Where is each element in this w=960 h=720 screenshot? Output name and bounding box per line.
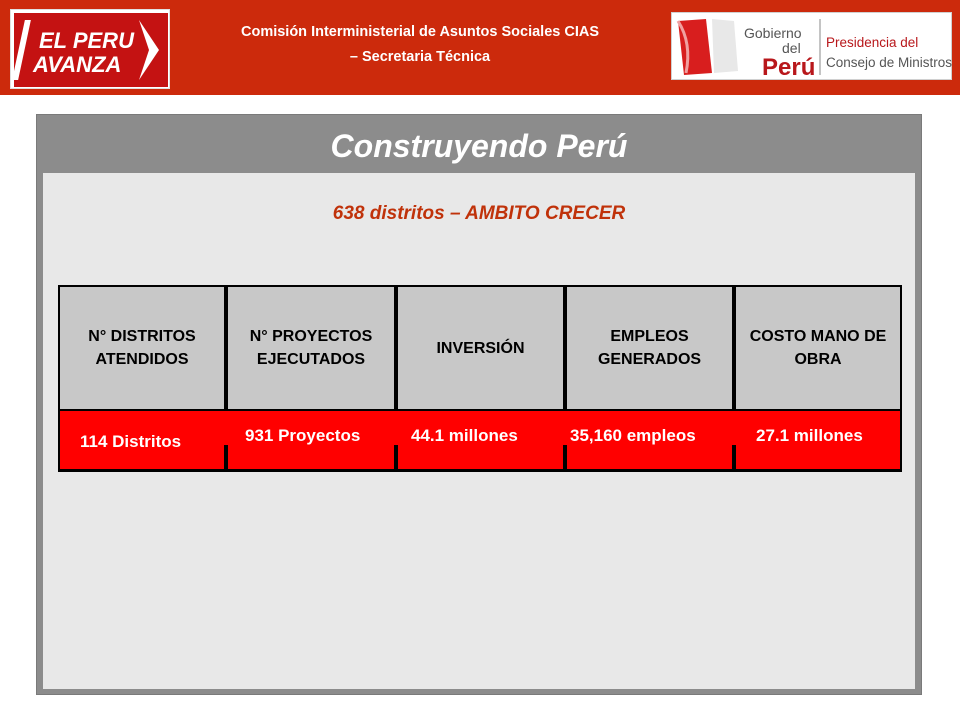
header-title [180,20,660,70]
value-proyectos: 931 Proyectos [245,426,361,445]
del-text: del [782,40,801,56]
data-cell-distritos [60,411,224,469]
el-peru-avanza-logo-graphic [11,10,171,90]
value-inversion: 44.1 millones [411,426,518,445]
el-peru-avanza-logo [10,9,170,89]
header-cell-empleos: EMPLEOS GENERADOS [567,287,732,409]
gobierno-peru-logo-graphic [672,13,953,81]
value-distritos: 114 Distritos [80,432,182,451]
header-title-line2: – Secretaria Técnica [349,49,491,65]
separator-cover [223,411,229,445]
gobierno-text: Gobierno [744,25,802,41]
header-cell-costo: COSTO MANO DE OBRA [736,287,900,409]
peru-text: Perú [762,54,816,81]
data-cell-costo [736,411,900,469]
header-title-line1: Comisión Interministerial de Asuntos Sociales CIAS [240,24,600,40]
header-cell-proyectos: N° PROYECTOS EJECUTADOS [228,287,394,409]
data-cell-inversion [398,411,563,469]
separator-cover [562,411,568,445]
slide-title: Construyendo Perú [330,128,628,164]
gobierno-peru-logo [671,12,952,80]
header-cell-distritos: N° DISTRITOS ATENDIDOS [60,287,224,409]
value-costo: 27.1 millones [756,426,863,445]
presidencia-line2: Consejo de Ministros [826,55,953,70]
logo-text-line2: AVANZA [33,52,122,77]
header-band [0,0,960,95]
data-cell-empleos [567,411,732,469]
separator-cover [731,411,737,445]
header-cell-inversion: INVERSIÓN [398,287,563,409]
data-cell-proyectos [228,411,394,469]
logo-text-line1: EL PERU [39,28,134,53]
presidencia-line1: Presidencia del [826,35,919,50]
slide-subtitle: 638 distritos – AMBITO CRECER [332,203,626,224]
results-table [58,285,902,472]
value-empleos: 35,160 empleos [570,426,696,445]
separator-cover [393,411,399,445]
